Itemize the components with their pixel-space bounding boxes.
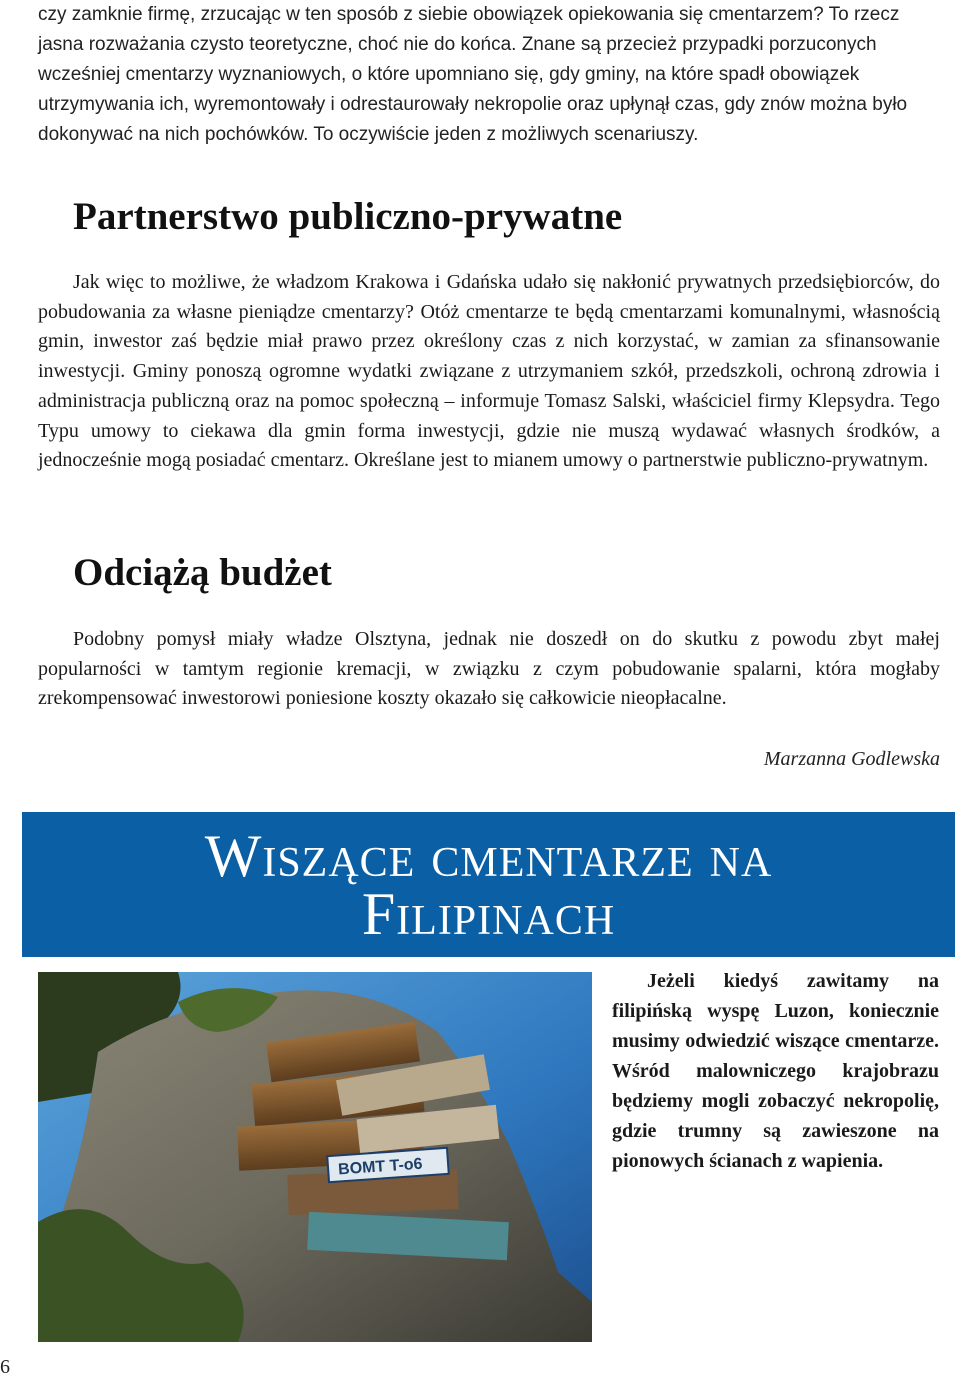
hanging-coffins-photo: [38, 972, 592, 1342]
section-heading-budget: Odciążą budżet: [73, 551, 332, 594]
author-signature: Marzanna Godlewska: [763, 748, 940, 770]
section-heading-partnership: Partnerstwo publiczno-prywatne: [73, 195, 623, 238]
article-title-banner: [22, 812, 955, 957]
banner-title-line-2: Filipinach: [361, 880, 616, 947]
section-text-budget: Podobny pomysł miały władze Olsztyna, jednak nie doszedł on do skutku z powodu zbyt małej popularności w tamtym regionie kremacji, w związku z czym pobudowanie spalarni, która mogłaby zrekompensować inwestorowi poniesione koszty okazało się całkowicie nieopłacalne.: [38, 628, 940, 710]
banner-title-line-1: Wiszące cmentarze na: [204, 822, 773, 889]
article-continuation: czy zamknie firmę, zrzucając w ten sposób z siebie obowiązek opiekowania się cmentarzem? To rzecz jasna rozważania czysto teoretyczne, choć nie do końca. Znane są przecież przypadki porzuconych wcześniej cmentarzy wyznaniowych, o które upomniano się, gdy gminy, na które spadł obowiązek utrzymywania ich, wyremontowały i odrestaurowały nekropolie oraz upłynął czas, gdy znów można było dokonywać na nich pochówków. To oczywiście jeden z możliwych scenariuszy.: [38, 4, 908, 145]
section-text-partnership: Jak więc to możliwe, że władzom Krakowa i Gdańska udało się nakłonić prywatnych przedsiębiorców, do pobudowania za własne pieniądze cmentarzy? Otóż cmentarze te będą cmentarzami komunalnymi, własnością gmin, inwestor zaś będzie miał prawo przez określony czas z nich korzystać, w zamian za sfinansowanie inwestycji. Gminy ponoszą ogromne wydatki związane z utrzymaniem szkół, przedszkoli, ochroną zdrowia i administracja publiczną oraz na pomoc społeczną – informuje Tomasz Salski, właściciel firmy Klepsydra. Tego Typu umowy to ciekawa dla gmin forma inwestycji, gdzie nie muszą wydawać własnych środków, a jednocześnie mogą posiadać cmentarz. Określane jest to mianem umowy o partnerstwie publiczno-prywatnym.: [38, 271, 940, 472]
coffin-sign-text: BOMT T-o6: [337, 1155, 424, 1179]
lead-paragraph: Jeżeli kiedyś zawitamy na filipińską wyspę Luzon, koniecznie musimy odwiedzić wiszące cmentarze. Wśród malowniczego krajobrazu będziemy mogli zobaczyć nekropolię, gdzie trumny są zawieszone na pionowych ścianach z wapienia.: [612, 970, 939, 1172]
page-number: 6: [0, 1356, 10, 1378]
